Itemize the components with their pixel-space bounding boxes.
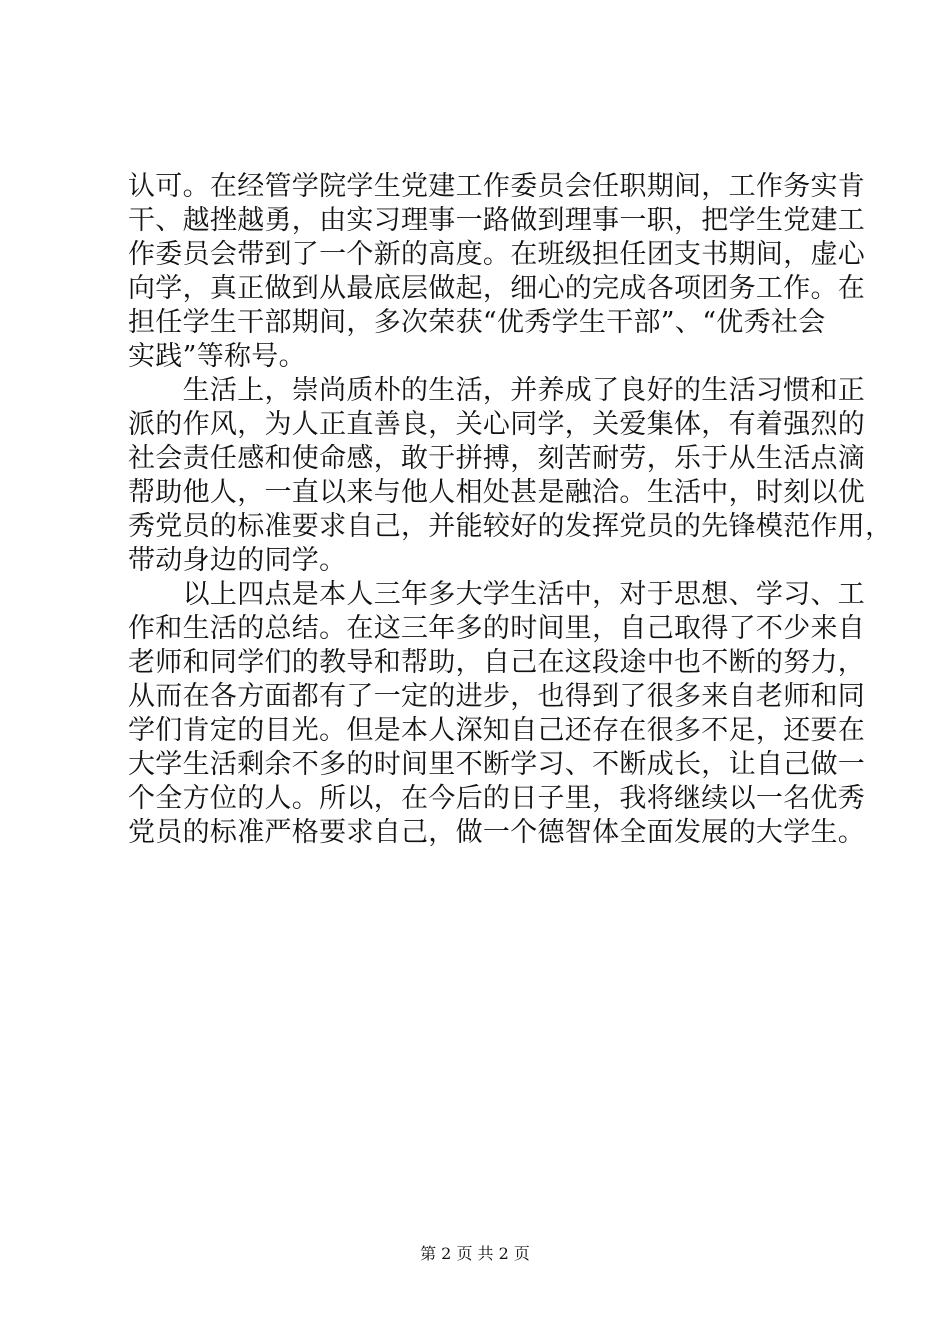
text-line: 以上四点是本人三年多大学生活中，对于思想、学习、工 <box>128 579 866 610</box>
text-line: 带动身边的同学。 <box>128 545 347 576</box>
text-line: 党员的标准严格要求自己，做一个德智体全面发展的大学生。 <box>128 817 866 848</box>
text-line: 学们肯定的目光。但是本人深知自己还存在很多不足，还要在 <box>128 715 866 746</box>
text-line: 干、越挫越勇，由实习理事一路做到理事一职，把学生党建工 <box>128 205 866 236</box>
text-line: 作委员会带到了一个新的高度。在班级担任团支书期间，虚心 <box>128 239 866 270</box>
text-line: 帮助他人，一直以来与他人相处甚是融洽。生活中，时刻以优 <box>128 477 866 508</box>
text-line: 生活上，崇尚质朴的生活，并养成了良好的生活习惯和正 <box>128 375 866 406</box>
text-line: 社会责任感和使命感，敢于拼搏，刻苦耐劳，乐于从生活点滴 <box>128 443 866 474</box>
page-number-footer: 第 2 页 共 2 页 <box>420 1244 530 1263</box>
text-line: 个全方位的人。所以，在今后的日子里，我将继续以一名优秀 <box>128 783 866 814</box>
text-line: 担任学生干部期间，多次荣获“优秀学生干部”、“优秀社会 <box>128 307 826 338</box>
text-line: 老师和同学们的教导和帮助，自己在这段途中也不断的努力， <box>128 647 866 678</box>
text-line: 认可。在经管学院学生党建工作委员会任职期间，工作务实肯 <box>128 171 866 202</box>
text-line: 派的作风，为人正直善良，关心同学，关爱集体，有着强烈的 <box>128 409 866 440</box>
text-line: 从而在各方面都有了一定的进步，也得到了很多来自老师和同 <box>128 681 866 712</box>
text-line: 秀党员的标准要求自己，并能较好的发挥党员的先锋模范作用， <box>128 511 893 542</box>
text-line: 作和生活的总结。在这三年多的时间里，自己取得了不少来自 <box>128 613 866 644</box>
text-line: 大学生活剩余不多的时间里不断学习、不断成长，让自己做一 <box>128 749 866 780</box>
text-line: 向学，真正做到从最底层做起，细心的完成各项团务工作。在 <box>128 273 866 304</box>
text-line: 实践”等称号。 <box>128 341 306 372</box>
document-body <box>128 170 893 850</box>
